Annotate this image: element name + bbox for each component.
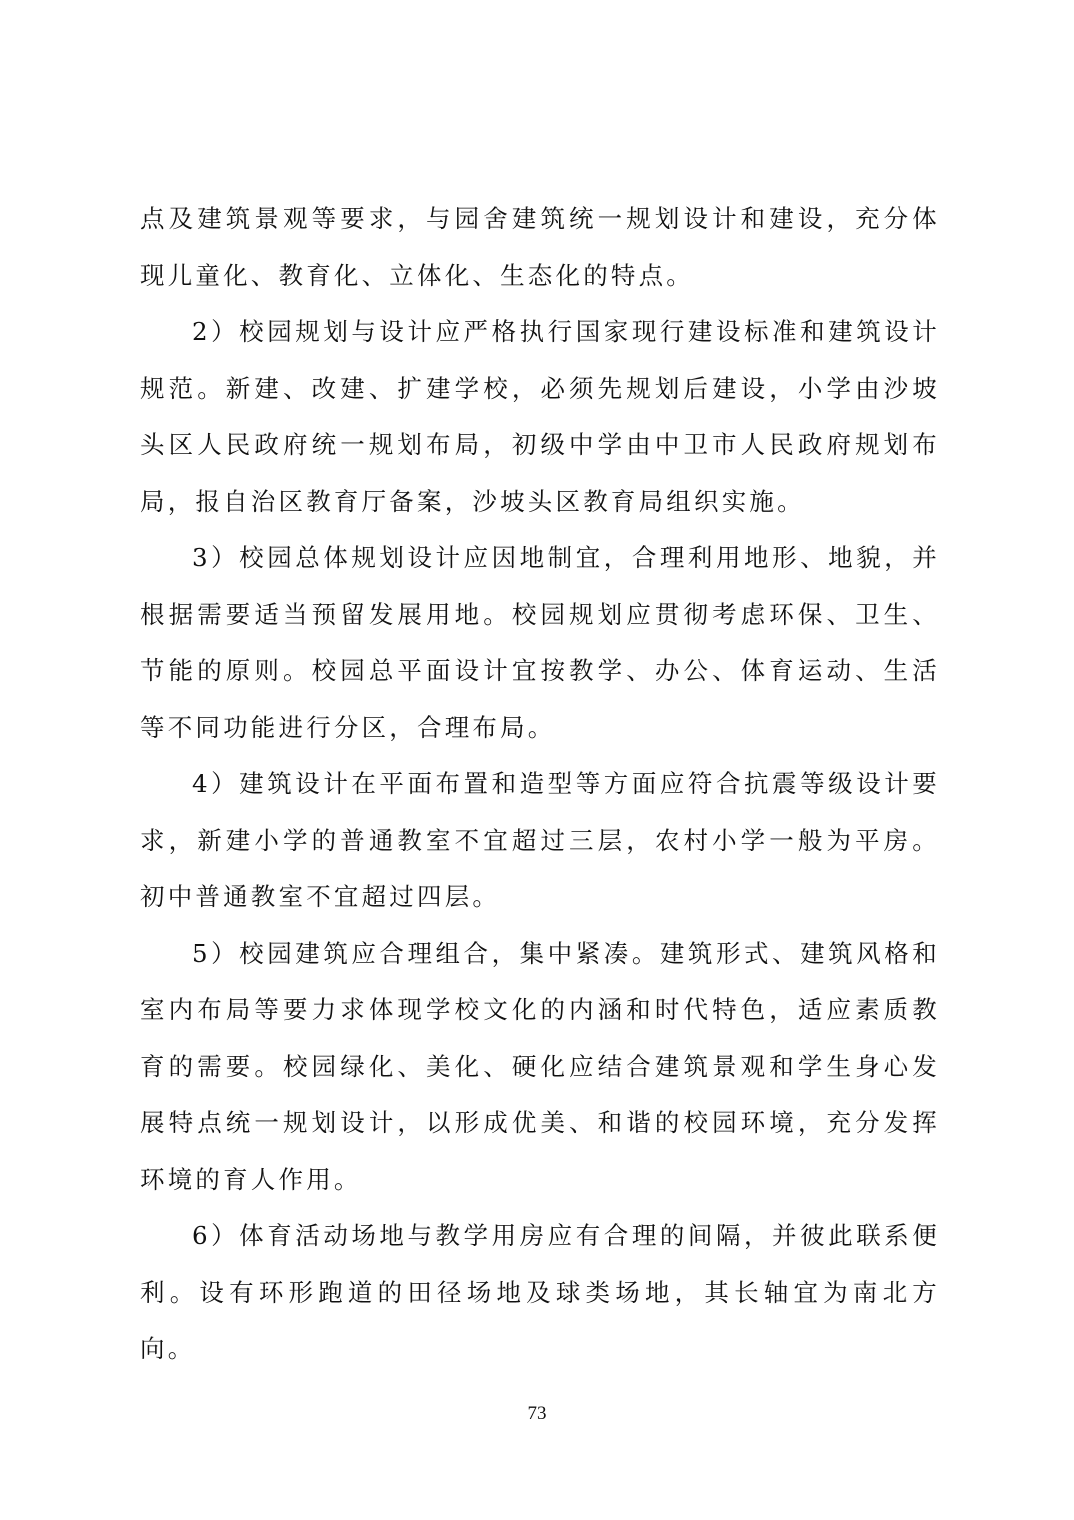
paragraph-item-4: 4）建筑设计在平面布置和造型等方面应符合抗震等级设计要求，新建小学的普通教室不宜超过三层，农村小学一般为平房。初中普通教室不宜超过四层。 — [140, 769, 940, 911]
body-text — [140, 191, 940, 1378]
paragraph-item-6: 6）体育活动场地与教学用房应有合理的间隔，并彼此联系便利。设有环形跑道的田径场地及球类场地，其长轴宜为南北方向。 — [140, 1221, 940, 1363]
page-number: 73 — [527, 1403, 547, 1424]
paragraph-continuation: 点及建筑景观等要求，与园舍建筑统一规划设计和建设，充分体现儿童化、教育化、立体化、生态化的特点。 — [140, 204, 940, 290]
paragraph-item-3: 3）校园总体规划设计应因地制宜，合理利用地形、地貌，并根据需要适当预留发展用地。校园规划应贯彻考虑环保、卫生、节能的原则。校园总平面设计宜按教学、办公、体育运动、生活等不同功能进行分区，合理布局。 — [140, 543, 940, 742]
paragraph-item-5: 5）校园建筑应合理组合，集中紧凑。建筑形式、建筑风格和室内布局等要力求体现学校文化的内涵和时代特色，适应素质教育的需要。校园绿化、美化、硬化应结合建筑景观和学生身心发展特点统一规划设计，以形成优美、和谐的校园环境，充分发挥环境的育人作用。 — [140, 938, 940, 1194]
paragraph-item-2: 2）校园规划与设计应严格执行国家现行建设标准和建筑设计规范。新建、改建、扩建学校，必须先规划后建设，小学由沙坡头区人民政府统一规划布局，初级中学由中卫市人民政府规划布局，报自治区教育厅备案，沙坡头区教育局组织实施。 — [140, 317, 940, 516]
